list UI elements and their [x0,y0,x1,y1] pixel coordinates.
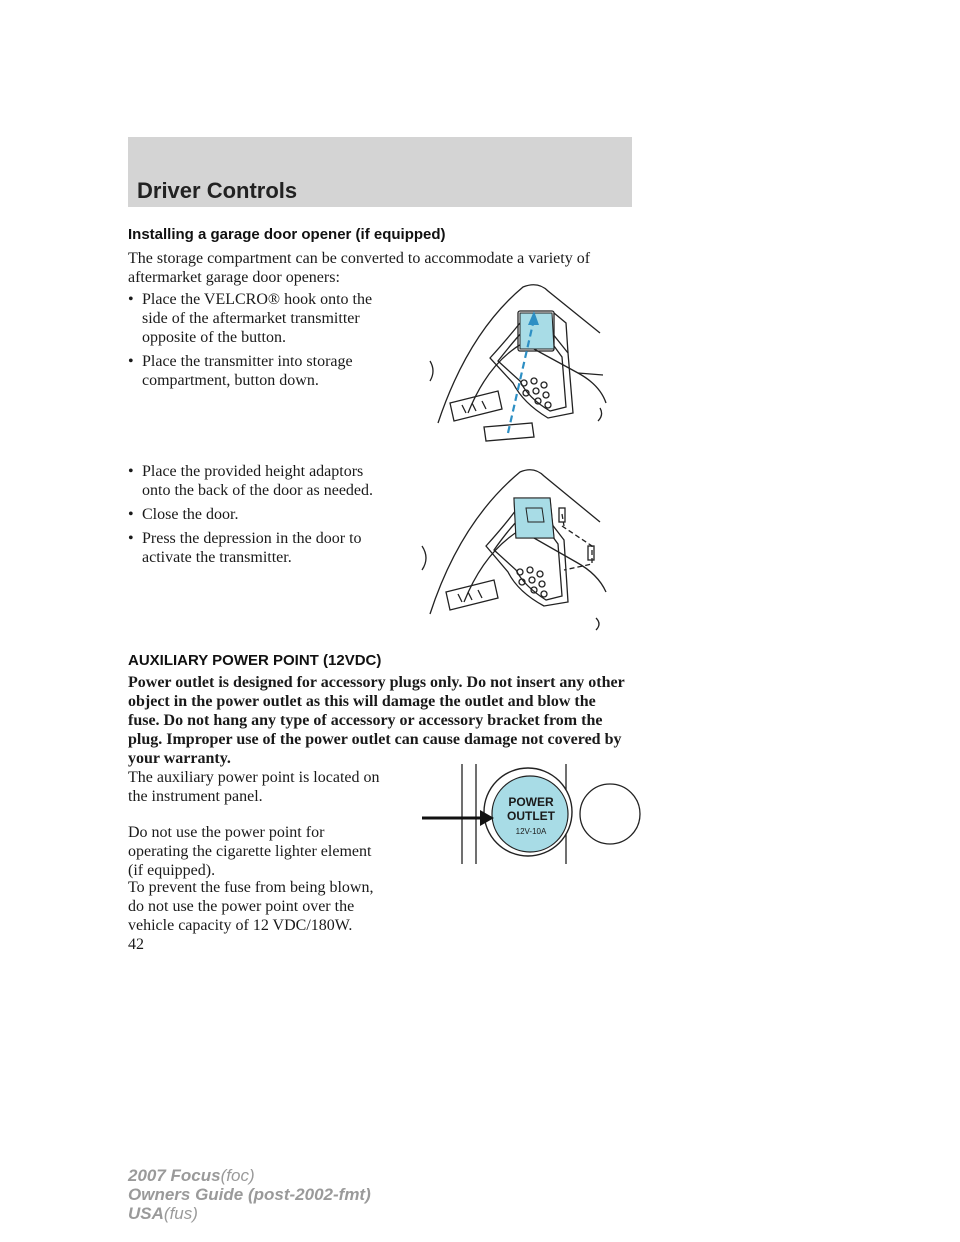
outlet-rating: 12V-10A [515,827,547,836]
aux-location-text: The auxiliary power point is located on the instrument panel. [128,769,380,805]
garage-opener-install-figure [428,283,610,443]
page-number: 42 [128,936,144,953]
footer-market-code: (fus) [163,1204,198,1223]
garage-steps-1 [128,290,392,395]
list-item: • Place the transmitter into storage compartment, button down. [128,352,392,390]
power-outlet-figure [418,762,646,866]
footer-guide: Owners Guide (post-2002-fmt) [128,1185,371,1204]
list-item: • Place the provided height adaptors onto the back of the door as needed. [128,462,392,500]
section-title: Driver Controls [137,178,298,203]
garage-steps-2 [128,462,392,572]
outlet-label-line-1: POWER [508,795,554,809]
list-item: • Press the depression in the door to activate the transmitter. [128,529,392,567]
footer-model: 2007 Focus [128,1166,221,1185]
footer-model-code: (foc) [220,1166,255,1185]
document-footer [128,1166,371,1223]
garage-heading: Installing a garage door opener (if equipped) [128,226,446,243]
garage-opener-door-figure [420,466,610,632]
outlet-label-line-2: OUTLET [507,809,555,823]
aux-heading: AUXILIARY POWER POINT (12VDC) [128,652,382,669]
list-item: • Close the door. [128,505,392,524]
aux-lighter-text: Do not use the power point for operating the cigarette lighter element (if equipped). [128,824,372,879]
footer-market: USA [128,1204,164,1223]
list-item: • Place the VELCRO® hook onto the side of the aftermarket transmitter opposite of the button. [128,290,392,347]
aux-fuse-text: To prevent the fuse from being blown, do not use the power point over the vehicle capacity of 12 VDC/180W. [128,879,374,934]
aux-warning: Power outlet is designed for accessory plugs only. Do not insert any other object in the power outlet as this will damage the outlet and blow the fuse. Do not hang any type of accessory or accessory bracket from the plug. Improper use of the power outlet can cause damage not covered by your warranty. [128,674,625,767]
garage-intro: The storage compartment can be converted to accommodate a variety of aftermarket garage door openers: [128,250,591,286]
